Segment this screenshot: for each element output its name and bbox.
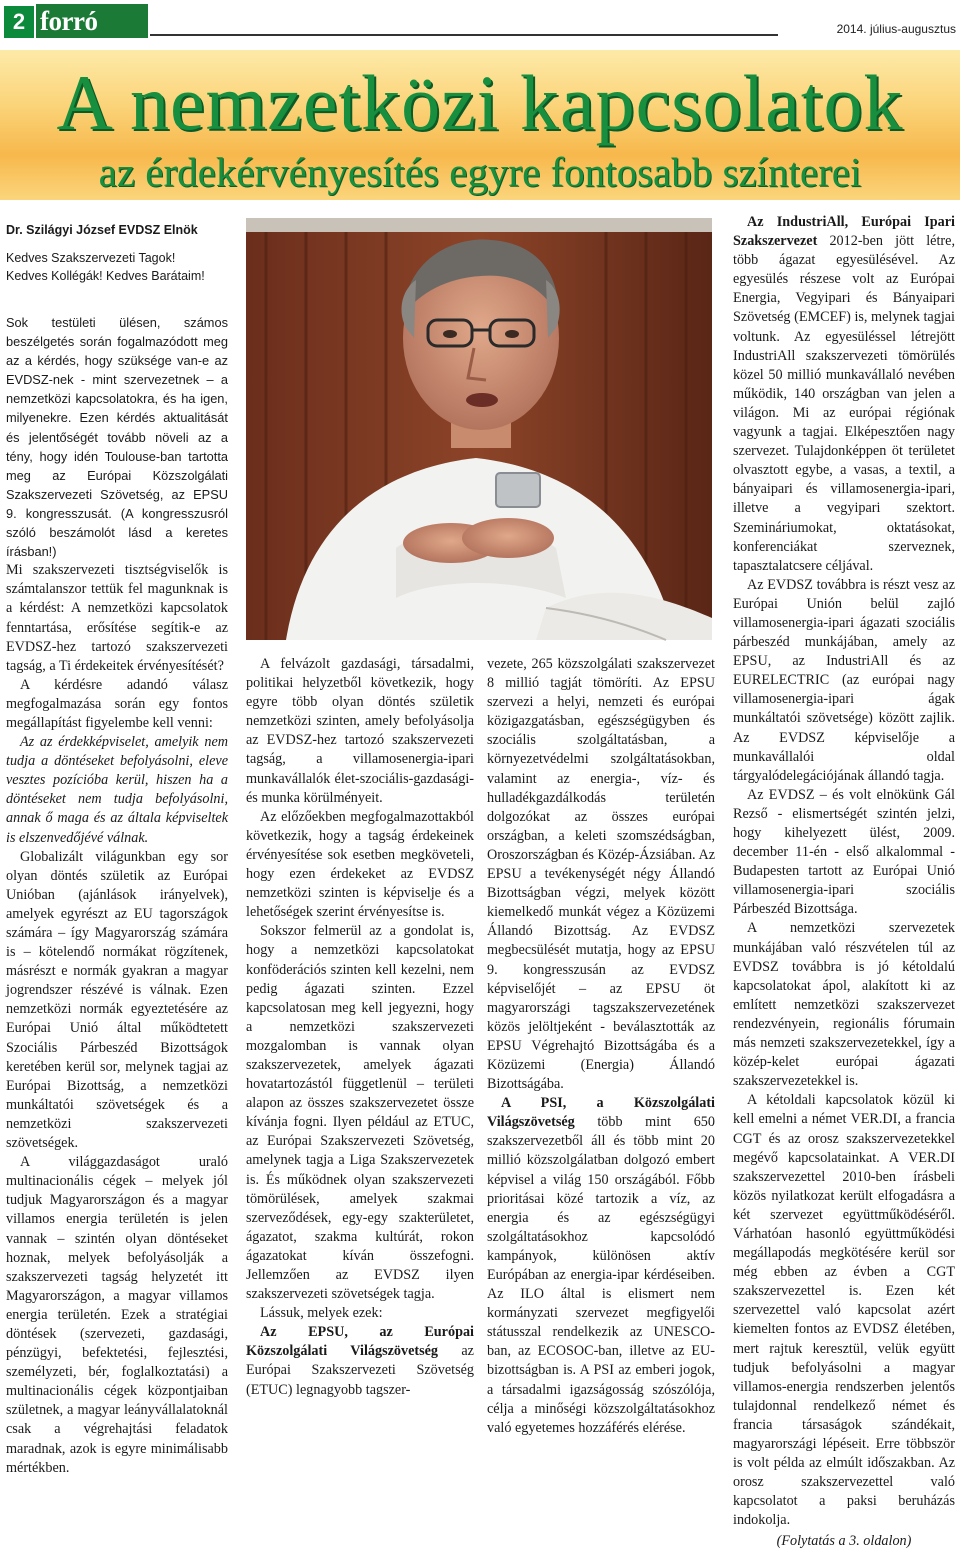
speaker-photo-illustration: [246, 218, 712, 640]
paragraph: [6, 313, 228, 561]
column-1: [6, 222, 228, 1478]
paragraph: Lássuk, melyek ezek:: [260, 1305, 383, 1322]
paragraph: Mi szakszervezeti tisztségviselők is számtalanszor tettük fel magunknak is a kérdést: A nemzetközi kapcsolatok fenntartása, erősítése segítik-e az EVDSZ-hez tartozó szakszervezeti tagság, a Ti érdekeitek érvényesítését?: [6, 562, 228, 674]
paragraph: A felvázolt gazdasági, társadalmi, politikai helyzetből következik, hogy egyre több olyan döntés születik nemzetközi szinten, amely befolyásolja az EVDSZ-hez tartozó szakszervezeti tagság, a villamosenergia-ipari munkavállalók élet-szociális-gazdasági- és munka körülményeit.: [246, 656, 474, 806]
page-header: [0, 0, 960, 42]
paragraph: Az EVDSZ továbbra is részt vesz az Európai Unión belül zajló villamosenergia-ipari ágazati szociális párbeszéd munkájában, amely az EPSU, az IndustriAll és az EURELECTRIC (az európai nagy villamosenergia-ipari ágak munkáltatói szövetsége) között zajlik. Az EVDSZ képviselője a munkavállalói oldal tárgyalódelegációjának állandó tagja.: [733, 576, 955, 784]
paragraph: Globalizált világunkban egy sor olyan döntés születik az Európai Unióban (ajánlások irányelvek), amelyek egyrészt az EU tagországok számára – így Magyarország számára is – kötelendő normákat rögzítenek, másrészt e normák gyakran a magyar jogrendszer részévé is válnak. Ezen nemzetközi normák egyeztetésére az Európai Unió által működtetett Szociális Párbeszéd Bizottságok keretében kerül sor, melynek tagjai az Európai Bizottság, a nemzetközi munkáltatói szövetségek és a nemzetközi szakszervezeti szövetségek.: [6, 848, 228, 1152]
author-byline: Dr. Szilágyi József EVDSZ Elnök: [6, 223, 198, 237]
greeting: [6, 249, 228, 285]
column-2: [246, 655, 474, 1400]
paragraph-text: több mint 650 szakszervezetből áll és több mint 20 millió közszolgálatban dolgozó embert képvisel a világ 150 országából. Főbb prioritásai közé tartozik a víz, az energia és az egészségügyi szolgáltatásokhoz kapcsolódó kampányok, különösen aktív Európában az energia-ipar kérdéseiben. Az ILO által is elismert nem kormányzati szervezet megfigyelői státusszal rendelkezik az UNESCO-ban, az ECOSOC-ban, illetve az EU-bizottságban is. A PSI az emberi jogok, a társadalmi igazságosság szószólója, célja a minőségi közszolgáltatásokhoz való egyetemes hozzáférés elérése.: [487, 1114, 715, 1436]
paragraph-text: 2012-ben jött létre, több ágazat egyesülésével. Az egyesülés részese volt az Európai Energia, Vegyipari és Bányaipari Szövetség (EMCEF) is, melynek tagjai voltunk. Az egyesüléssel létrejött IndustriAll szakszervezeti tömörülés közel 50 millió munkavállaló nevében működik, 140 országban van jelen a világon. Mi az európai régiónak vagyunk a tagjai. Elképesztően nagy szervezet. Tulajdonképpen öt területet olvasztott egybe, a vasas, a textil, a bányaipari és villamosenergia-ipari, illetve a vegyipari szektort. Szemináriumokat, oktatásokat, konferenciákat szerveznek, tapasztalatcsere céljával.: [733, 233, 955, 574]
article-title: A nemzetközi kapcsolatok: [56, 59, 904, 146]
paragraph: Az EVDSZ – és volt elnökünk Gál Rezső - elismertségét szintén jelzi, hogy kihelyezett ülést, 2009. december 11-én - első alkalommal - Budapesten tartott az Európai Unió villamosenergia-ipari szociális Párbeszéd Bizottsága.: [733, 786, 955, 918]
continued-note: (Folytatás a 3. oldalon): [776, 1533, 912, 1550]
org-name: A PSI, a Közszolgálati Világszövetség: [487, 1095, 715, 1131]
paragraph-text: Ezen kérdés aktualitását és jelentőségét tovább növeli az a tény, hogy idén Toulouse-ban tartotta meg az Európai Közszolgálati Szakszervezeti Szövetség, az EPSU 9. kongresszusát. (A kongresszusról szóló beszámolót lásd a keretes írásban!): [6, 410, 228, 560]
header-rule: [150, 34, 778, 36]
paragraph: [733, 213, 955, 576]
paragraph: A nemzetközi szervezetek munkájában való részvételen túl az EVDSZ továbbra is jó kétoldalú kapcsolatokat ápol, alakított ki az említett nemzetközi szakszervezet rendezvényein, regionális fórumain más nemzeti szakszervezetekkel, így a közép-kelet európai ágazati szakszervezetekkel is.: [733, 920, 955, 1090]
paragraph: A kérdésre adandó válasz megfogalmazása során egy fontos megállapítást figyelembe kell venni:: [6, 676, 228, 731]
paragraph: A kétoldali kapcsolatok közül ki kell emelni a német VER.DI, a francia CGT és az orosz szakszervezetekkel megévő kapcsolatainkat. A VER.DI szakszervezettel 2010-ben írásbeli közös nyilatkozat került elfogadásra a két szervezet együttműködéséről. Várhatóan hasonló együttműködési megállapodás megkötésére kerül sor még ebben az évben a CGT szakszervezettel is. Ezen két szervezettel való kapcsolat azért kiemelten fontos az EVDSZ életében, mert rajtuk keresztül, velük együtt tudjuk befolyásolni a magyar villamos-energia rendszerben jelentős tulajdonnal rendelkező német és francia társaságok szándékait, magyarországi lépéseit. Erre többször is volt példa az elmúlt időszakban. Az orosz szakszervezettel való kapcsolatot a paksi beruházás indokolja.: [733, 1092, 955, 1529]
org-name: Az EPSU, az Európai Közszolgálati Világszövetség: [246, 1324, 474, 1360]
paragraph: Az előzőekben megfogalmazottakból következik, hogy a tagság érdekeinek érvényesítése sok esetben megköveteli, hogy ezen érdekeket az EVDSZ nemzetközi szinten is képviselje és a lehetőségek szerint érvényesítse is.: [246, 808, 474, 921]
speaker-photo: [246, 218, 712, 640]
greeting-line-1: Kedves Szakszervezeti Tagok!: [6, 251, 176, 265]
pull-quote: Az az érdekképviselet, amelyik nem tudja a döntéseket befolyásolni, eleve vesztes pozícióba kerül, hiszen ha a döntéseket nem tudja befolyásolni, annak ő maga és az általa képviseltek is elszenvedőjévé válnak.: [6, 734, 228, 846]
article-subtitle: az érdekérvényesítés egyre fontosabb színterei: [98, 149, 862, 195]
org-name: Az IndustriAll, Európai Ipari Szakszervezet: [733, 214, 955, 250]
greeting-line-2: Kedves Kollégák! Kedves Barátaim!: [6, 269, 205, 283]
section-title: forró: [36, 4, 148, 38]
paragraph: [246, 1323, 474, 1399]
paragraph: Sokszor felmerül az a gondolat is, hogy a nemzetközi kapcsolatokat konföderációs szinten kell kezelni, nem pedig ágazati szinten. Ezzel kapcsolatosan meg kell jegyezni, hogy a nemzetközi szakszervezeti mozgalomban is vannak olyan szakszervezetek, amelyek ágazati hovatartozástól függetlenül – területi alapon az összes szakszervezetet össze kívánja fogni. Ilyen például az ETUC, az Európai Szakszervezeti Szövetség, amelynek tagja a Liga Szakszervezetek is. És működnek olyan szakszervezeti tömörülések, amelyek szakmai szerveződések, egy-egy szakterületet, ágazatot, szakma kultúrát, rokon ágazatokat kíván összefogni. Jellemzően az EVDSZ ilyen szakszervezeti szövetségek tagja.: [246, 923, 474, 1303]
paragraph-text: Sok testületi ülésen, számos beszélgetés során fogalmazódott meg az a kérdés, hogy szüksége van-e az EVDSZ-nek - mint szervezetnek – a nemzetközi kapcsolatokra, és ha igen, milyenekre.: [6, 315, 228, 426]
column-4: [733, 213, 955, 1552]
paragraph-text: az Európai Szakszervezeti Szövetség (ETUC) legnagyobb tagszer-: [246, 1343, 474, 1398]
paragraph: vezete, 265 közszolgálati szakszervezet 8 millió tagját tömöríti. Az EPSU szervezi a helyi, nemzeti és európai közigazgatásban, egészségügyben és szociális szolgáltatásban, a környezetvédelmi szolgáltatásokban, valamint az energia-, víz- és hulladékgazdálkodás területén dolgozókat az összes európai országban, a keleti szomszédságban, Oroszországban és Közép-Ázsiában. Az EPSU a tevékenységét négy Állandó Bizottságban végzi, melyek között kiemelkedő munkát végez a Közüzemi Állandó Bizottság. Az EVDSZ megbecsülését mutatja, hogy az EPSU 9. kongresszusán az EVDSZ képviselőjét – az EPSU öt magyarországi tagszakszervezetének közös jelöltjeként - beválasztották az EPSU Végrehajtó Bizottságába és a Közüzemi (Energia) Állandó Bizottságába.: [487, 656, 715, 1093]
issue-date: 2014. július-augusztus: [836, 22, 956, 36]
paragraph: A világgazdaságot uraló multinacionális cégek – melyek jól tudjuk Magyarországon és a magyar villamos energia területén is jelen vannak – szintén olyan döntéseket hoznak, melyek befolyásolják a szakszervezeti tagság helyzetét itt Magyarországon, a magyar villamos energia területén. Ezek a stratégiai döntések (szervezeti, gazdasági, pénzügyi, befektetési, fejlesztési, személyzeti, bér, foglalkoztatási) a multinacionális cégek központjaiban születnek, a magyar leányvállalatoknál csak a végrehajtási feladatok maradnak, azok is egyre minimálisabb mértékben.: [6, 1154, 228, 1476]
page-number: 2: [4, 6, 34, 38]
paragraph: [487, 1094, 715, 1438]
column-3: [487, 655, 715, 1438]
